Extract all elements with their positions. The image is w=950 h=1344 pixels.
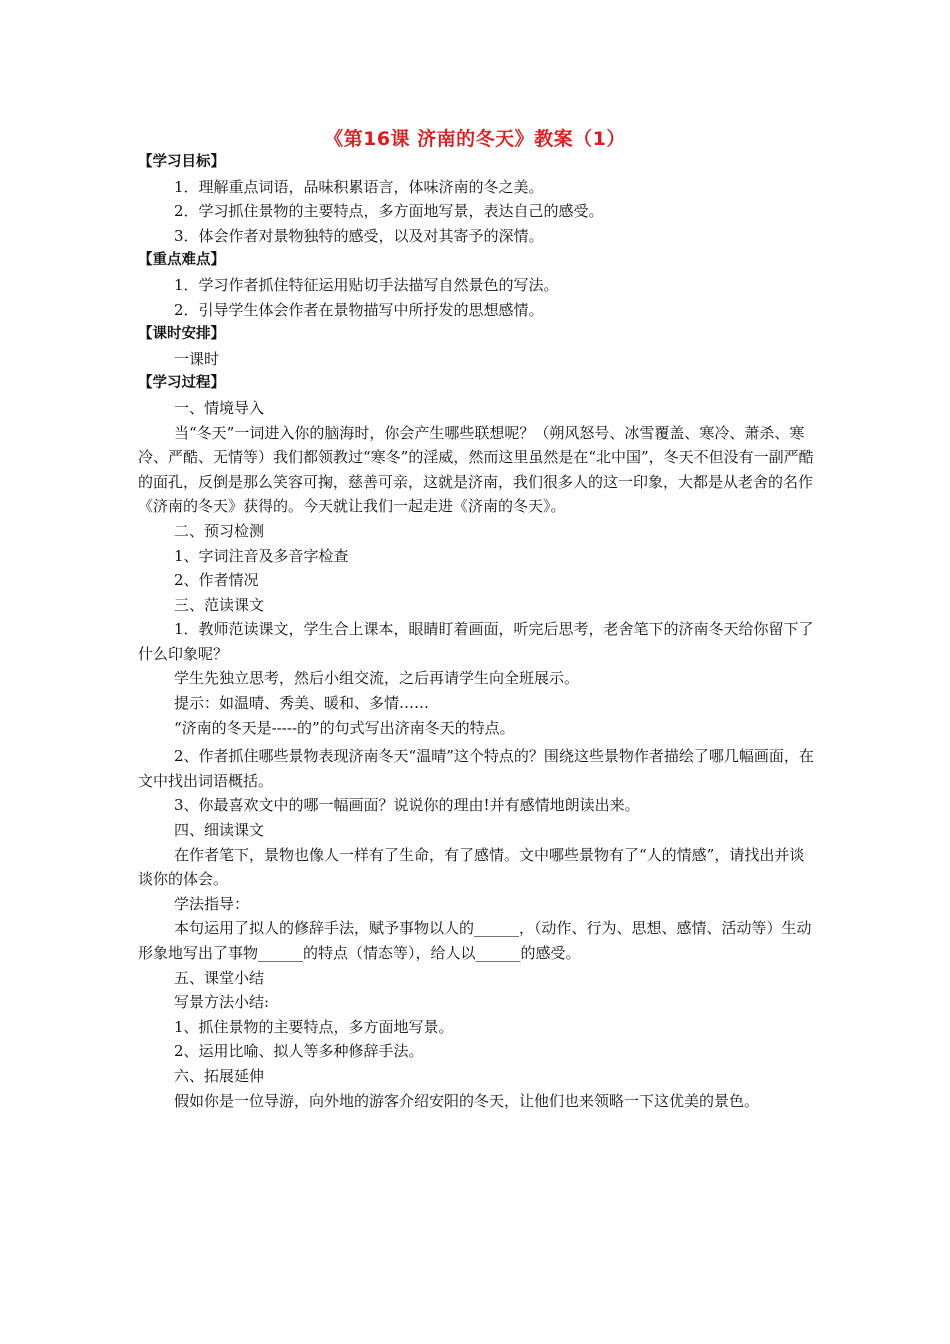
process-subheading: 四、细读课文 <box>174 821 265 840</box>
process-line: 1、字词注音及多音字检查 <box>174 546 349 565</box>
process-paragraph: 1．教师范读课文，学生合上课本，眼睛盯着画面，听完后思考，老舍笔下的济南冬天给你留下了什么印象呢？ <box>138 620 814 663</box>
section-heading-schedule: 【课时安排】 <box>138 326 225 343</box>
process-line: 2、作者情况 <box>174 571 259 590</box>
goal-item: 1．理解重点词语，品味积累语言，体味济南的冬之美。 <box>174 177 544 196</box>
section-heading-keypoints: 【重点难点】 <box>138 252 225 269</box>
process-subheading: 二、预习检测 <box>174 521 265 540</box>
process-paragraph: 本句运用了拟人的修辞手法，赋予事物以人的______，（动作、行为、思想、感情、活动等）生动形象地写出了事物______的特点（情态等），给人以______的感受。 <box>138 919 812 962</box>
goal-item: 2．学习抓住景物的主要特点，多方面地写景，表达自己的感受。 <box>174 202 604 221</box>
process-subheading: 六、拓展延伸 <box>174 1066 265 1085</box>
schedule-text: 一课时 <box>174 349 220 368</box>
section-heading-goals: 【学习目标】 <box>138 154 225 170</box>
process-line: 1、抓住景物的主要特点，多方面地写景。 <box>174 1017 454 1036</box>
goal-item: 3．体会作者对景物独特的感受，以及对其寄予的深情。 <box>174 226 544 245</box>
process-line: 2、运用比喻、拟人等多种修辞手法。 <box>174 1042 424 1061</box>
process-subheading: 三、范读课文 <box>174 595 265 614</box>
keypoint-item: 2．引导学生体会作者在景物描写中所抒发的思想感情。 <box>174 300 544 319</box>
process-line: 提示：如温晴、秀美、暖和、多情…… <box>174 694 430 713</box>
keypoint-item: 1．学习作者抓住特征运用贴切手法描写自然景色的写法。 <box>174 275 559 294</box>
document-body <box>138 150 818 1113</box>
process-paragraph: 在作者笔下，景物也像人一样有了生命，有了感情。文中哪些景物有了“人的情感”，请找出并谈谈你的体会。 <box>138 845 805 889</box>
process-paragraph: 假如你是一位导游，向外地的游客介绍安阳的冬天，让他们也来领略一下这优美的景色。 <box>174 1091 760 1110</box>
process-line: 学生先独立思考，然后小组交流，之后再请学生向全班展示。 <box>174 669 580 688</box>
process-line: 学法指导： <box>174 894 250 913</box>
process-subheading: 五、课堂小结 <box>174 968 265 987</box>
process-paragraph: 当“冬天”一词进入你的脑海时，你会产生哪些联想呢？（朔风怒号、冰雪覆盖、寒冷、萧杀、寒冷、严酷、无情等）我们都领教过“寒冬”的淫威，然而这里虽然是在“北中国”，冬天不但没有一副严酷的面孔，反倒是那么笑容可掬，慈善可亲，这就是济南，我们很多人的这一印象，大都是从老舍的名作《济南的冬天》获得的。今天就让我们一起走进《济南的冬天》。 <box>138 423 814 516</box>
process-paragraph: 2、作者抓住哪些景物表现济南冬天“温晴”这个特点的？围绕这些景物作者描绘了哪几幅画面，在文中找出词语概括。 <box>138 747 814 790</box>
process-subheading: 一、情境导入 <box>174 398 265 417</box>
document-title: 《第16课 济南的冬天》教案（1） <box>324 128 626 150</box>
process-line: 写景方法小结: <box>174 993 270 1012</box>
section-heading-process: 【学习过程】 <box>138 375 225 392</box>
process-line: 3、你最喜欢文中的哪一幅画面？说说你的理由!并有感情地朗读出来。 <box>174 796 640 815</box>
process-line: “济南的冬天是-----的”的句式写出济南冬天的特点。 <box>174 718 515 737</box>
